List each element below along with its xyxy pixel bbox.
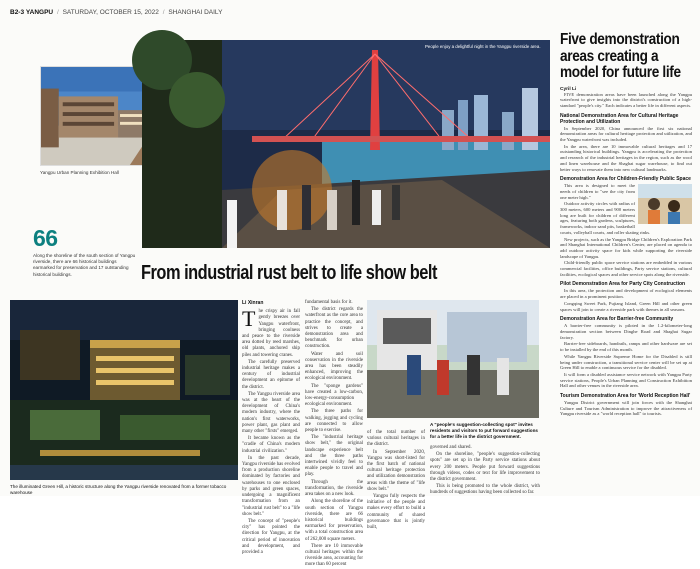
sidebar-heading: Tourism Demonstration Area for 'World Reception Hall'	[560, 393, 691, 400]
article-paragraph: Through the transformation, the riverside area takes on a new look.	[305, 479, 363, 498]
article-paragraph: The carefully preserved industrial heritage makes a century of industrial development an epitome of the district.	[242, 359, 300, 390]
sidebar-heading: National Demonstration Area for Cultural Heritage Protection and Utilization	[560, 112, 679, 125]
stat-number: 66	[33, 225, 58, 251]
article-paragraph: The "industrial heritage show belt," the original landscape experience belt and the three paths intertwined vividly feel to enable people to travel and play.	[305, 435, 363, 478]
article-paragraph: The Yangpu riverside area was at the heart of the development of China's modern industry, where the nation's first waterworks, power plant, gas plant and many other "firsts" emerged.	[242, 391, 300, 435]
sidebar-paragraph: In the area, there are 10 immovable cultural heritages and 17 outstanding historical buildings. Yangpu is accelerating the protection and research of the industrial heritages in the region, such as the wool and linen warehouse and the Shaghai sugar warehouse, to find out better ways to renovate them into new cultural landmarks.	[560, 143, 692, 172]
sidebar-heading: Pilot Demonstration Area for Party City Construction	[560, 281, 686, 288]
sidebar-intro: FIVE demonstration areas have been launched along the Yangpu waterfront to give insights into the district's construction of a high-standard "people's city." Each indicates a better life in different aspects.	[560, 91, 692, 108]
suggestion-spot-caption: A "people's suggestion-collecting spot" invites residents and visitors to put forward suggestions for a better life in the district government.	[430, 422, 538, 439]
sidebar-paragraph: Outdoor activity circles with radius of 300 meters, 600 meters and 900 meters long are built for children of different ages, featuring both gardens, sculptures, frameworks, indoor sand pits, basketball courts, volleyball courts, and roller skating rinks.	[560, 201, 651, 235]
article-byline: Li Xinran	[242, 300, 264, 306]
article-column-2	[305, 300, 363, 568]
sidebar-article	[560, 32, 692, 492]
sidebar-paragraph: In September 2020, China announced the first six national demonstration areas for cultural heritage protection and utilization, and the Yangpu waterfront was included.	[560, 125, 692, 143]
hero-caption: People enjoy a delightful night in the Yangpu riverside area.	[425, 44, 541, 49]
sidebar-byline: Cyril Li	[560, 86, 577, 92]
headline: From industrial rust belt to life show belt	[141, 262, 437, 284]
article-paragraph: he crispy air in fall gently breezes over Yangpu waterfront, bringing coolness and peace to the riverside area dotted by reed marshes, old plants, anchored ship piles and towering cranes.	[242, 309, 300, 358]
sidebar-paragraph: It will form a disabled assistance service network with Yangpu Party service stations, People's Urban Planning and Construction Exhibition Hall and other venues in the riverside area.	[560, 371, 692, 389]
article-paragraph: of the total number of various cultural heritages in the district.	[367, 430, 425, 448]
stat-text: Along the shoreline of the south section of Yangpu riverside, there are 66 historical buildings earmarked for preservation and 17 outstanding historical buildings.	[33, 253, 136, 277]
sidebar-title: Five demonstration areas creating a model for future life	[560, 31, 681, 81]
article-paragraph: governed and shared.	[430, 445, 472, 450]
article-paragraph: fundamental basis for it.	[305, 300, 353, 305]
section-name: YANGPU	[25, 9, 54, 16]
article-paragraph: This is being promoted to the whole district, with hundreds of suggestions having been collected so far.	[430, 484, 540, 496]
sidebar-heading: Demonstration Area for Barrier-free Community	[560, 316, 674, 323]
sidebar-paragraph: This area is designed to meet the needs of children to "see the city from one meter high."	[560, 183, 635, 200]
article-paragraph: There are 10 immovable cultural heritages within the riverside area, accounting for more than 60 percent	[305, 543, 363, 568]
green-hill-caption: The illuminated Green Hill, a historic structure along the Yangpu riverside renovated from a former tobacco warehouse	[10, 484, 227, 495]
sidebar-paragraph: In this area, the protection and development of ecological elements are placed in a prominent position.	[560, 288, 692, 300]
article-paragraph: In the past decade, Yangpu riverside has evolved from a production shoreline dominated by factories and warehouses to one enclosed by parks and green spaces, undergoing a magnificent transformation from an "industrial rust belt" to a "life show belt."	[242, 455, 300, 517]
paper-name: SHANGHAI DAILY	[168, 9, 223, 16]
article-paragraph: The three paths for walking, jogging and cycling are connected to allow people to exercise.	[305, 409, 363, 434]
article-paragraph: The "sponge gardens" have created a low-carbon, low-energy-consumption ecological environment.	[305, 383, 363, 408]
sidebar-paragraph: Barrier-free sideboards, handrails, ramps and other hardware are set to be installed by the end of this month.	[560, 341, 692, 353]
suggestion-spot-photo	[367, 300, 539, 418]
sidebar-paragraph: Child-friendly public space service stations are embedded in various commercial facilities, office buildings, Party service stations, cultural facilities, ecological spaces and other service spots along the riverside.	[560, 260, 692, 277]
riverside-night-photo	[142, 40, 550, 248]
article-paragraph: Along the shoreline of the south section of Yangpu riverside, there are 66 historical buildings earmarked for preservation, with a total construction area of 262,000 square meters.	[305, 499, 363, 542]
article-paragraph: Yangpu fully respects the initiative of the people and makes every effort to build a community of shared governance that is jointly built,	[367, 494, 425, 531]
article-paragraph: In September 2020, Yangpu was short-listed for the first batch of national cultural heritage protection and utilization demonstration areas with the theme of "life show belt."	[367, 449, 425, 492]
dropcap: T	[242, 306, 256, 332]
article-column-4	[430, 445, 540, 496]
article-column-3	[367, 430, 425, 531]
sidebar-paragraph: New projects, such as the Yangpu Bridge Children's Exploration Park and Shanghai International Children's Center, are placed on agenda to add outdoor activity space for kids while supporting the riverside landscape of Yangpu.	[560, 236, 692, 259]
sidebar-paragraph: A barrier-free community is piloted in the 1.2-kilometer-long demonstration section between Dinghe Road and Shaghai Sugar factory.	[560, 323, 692, 340]
exhibition-hall-caption: Yangpu Urban Planning Exhibition Hall	[40, 170, 119, 175]
article-column-1	[242, 300, 300, 555]
green-hill-photo	[10, 300, 238, 480]
sidebar-paragraph: Congqing Sweet Park, Pujiang Island, Green Hill and other green spaces will join to create a riverside park with themes in all seasons.	[560, 300, 692, 312]
article-paragraph: The concept of "people's city" has pointed the direction for Yangpu, at the critical period of innovation and development, and provided a	[242, 518, 300, 555]
page-number: B2-3	[10, 9, 25, 16]
children-photo	[638, 184, 692, 224]
article-paragraph: It became known as the "cradle of China's modern industrial civilization."	[242, 436, 300, 454]
article-paragraph: On the shoreline, "people's suggestion-collecting spots" are set up in the Party service stations about every 200 meters. People put forward suggestions through videos, codes or text for life improvement to the district government.	[430, 452, 540, 483]
issue-date: SATURDAY, OCTOBER 15, 2022	[62, 9, 159, 16]
article-paragraph: The district regards the waterfront as the core area to practice the concept, and strives to create a demonstration area and benchmark for urban construction.	[305, 307, 363, 350]
sidebar-heading: Demonstration Area for Children-Friendly Public Space	[560, 176, 691, 183]
sidebar-paragraph: While Yangpu Riverside Supreme Home for the Disabled is still being under construction, a transitional service center will be set up at Green Hill to enable a continuous service for the disabled.	[560, 353, 692, 371]
sidebar-paragraph: Yangpu District government will join forces with the Shanghai Culture and Tourism Administration to improve the attractiveness of Yangpu riverside as a "world reception hall" to tourists.	[560, 400, 692, 417]
article-paragraph: Water and soil conservation in the riverside area has been steadily enhanced, improving the ecological environment.	[305, 351, 363, 382]
masthead: B2-3 YANGPU / SATURDAY, OCTOBER 15, 2022 / SHANGHAI DAILY	[10, 9, 223, 16]
